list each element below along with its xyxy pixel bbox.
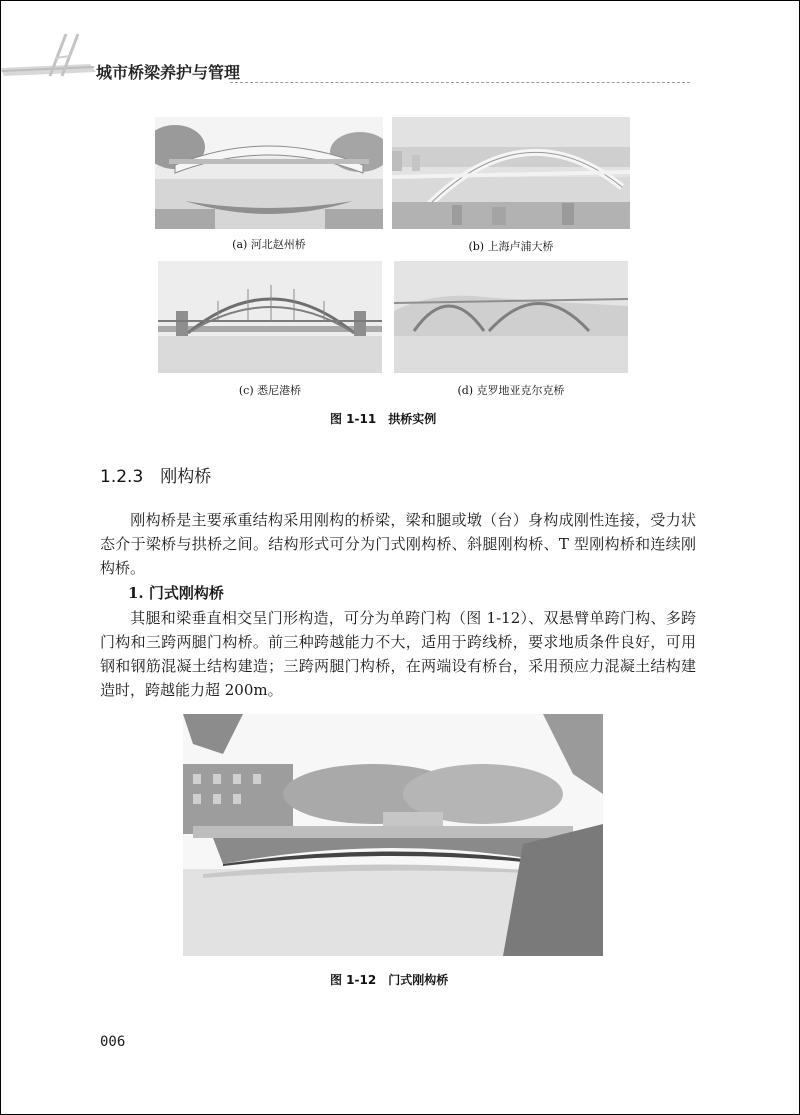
sub-caption-c: (c) 悉尼港桥 — [238, 384, 302, 397]
sub-caption-a: (a) 河北赵州桥 — [232, 238, 306, 251]
section-heading: 1.2.3 刚构桥 — [100, 467, 212, 487]
body-text: 其腿和梁垂直相交呈门形构造，可分为单跨门构（图 1-12）、双悬臂单跨门构、多跨门构和三跨两腿门构桥。前三种跨越能力不大，适用于跨线桥，要求地质条件良好，可用钢和钢筋混凝土结构建造；三跨两腿门构桥，在两端设有桥台，采用预应力混凝土结构建造时，跨越能力超 200m。 — [100, 609, 696, 699]
section-intro-paragraph — [100, 508, 696, 580]
running-header-title: 城市桥梁养护与管理 — [96, 63, 241, 82]
photo-portal-rigid-frame-bridge — [183, 714, 603, 956]
figure-1-12-caption: 图 1-12 门式刚构桥 — [330, 973, 449, 987]
figure-1-11-caption: 图 1-11 拱桥实例 — [330, 412, 437, 426]
intro-text: 刚构桥是主要承重结构采用刚构的桥梁，梁和腿或墩（台）身构成刚性连接，受力状态介于梁桥与拱桥之间。结构形式可分为门式刚构桥、斜腿刚构桥、T 型刚构桥和连续刚构桥。 — [100, 511, 696, 577]
page-number: 006 — [100, 1034, 126, 1050]
section-body-paragraph — [100, 606, 696, 702]
photo-krk-bridge — [394, 261, 628, 373]
photo-lupu-bridge — [392, 117, 630, 229]
header-decoration — [0, 28, 110, 88]
photo-sydney-harbour-bridge — [158, 261, 382, 373]
photo-zhaozhou-bridge — [155, 117, 383, 229]
sub-caption-d: (d) 克罗地亚克尔克桥 — [457, 384, 565, 397]
header-rule — [230, 82, 690, 83]
sub-caption-b: (b) 上海卢浦大桥 — [468, 240, 554, 253]
subsection-heading: 1. 门式刚构桥 — [128, 584, 224, 602]
